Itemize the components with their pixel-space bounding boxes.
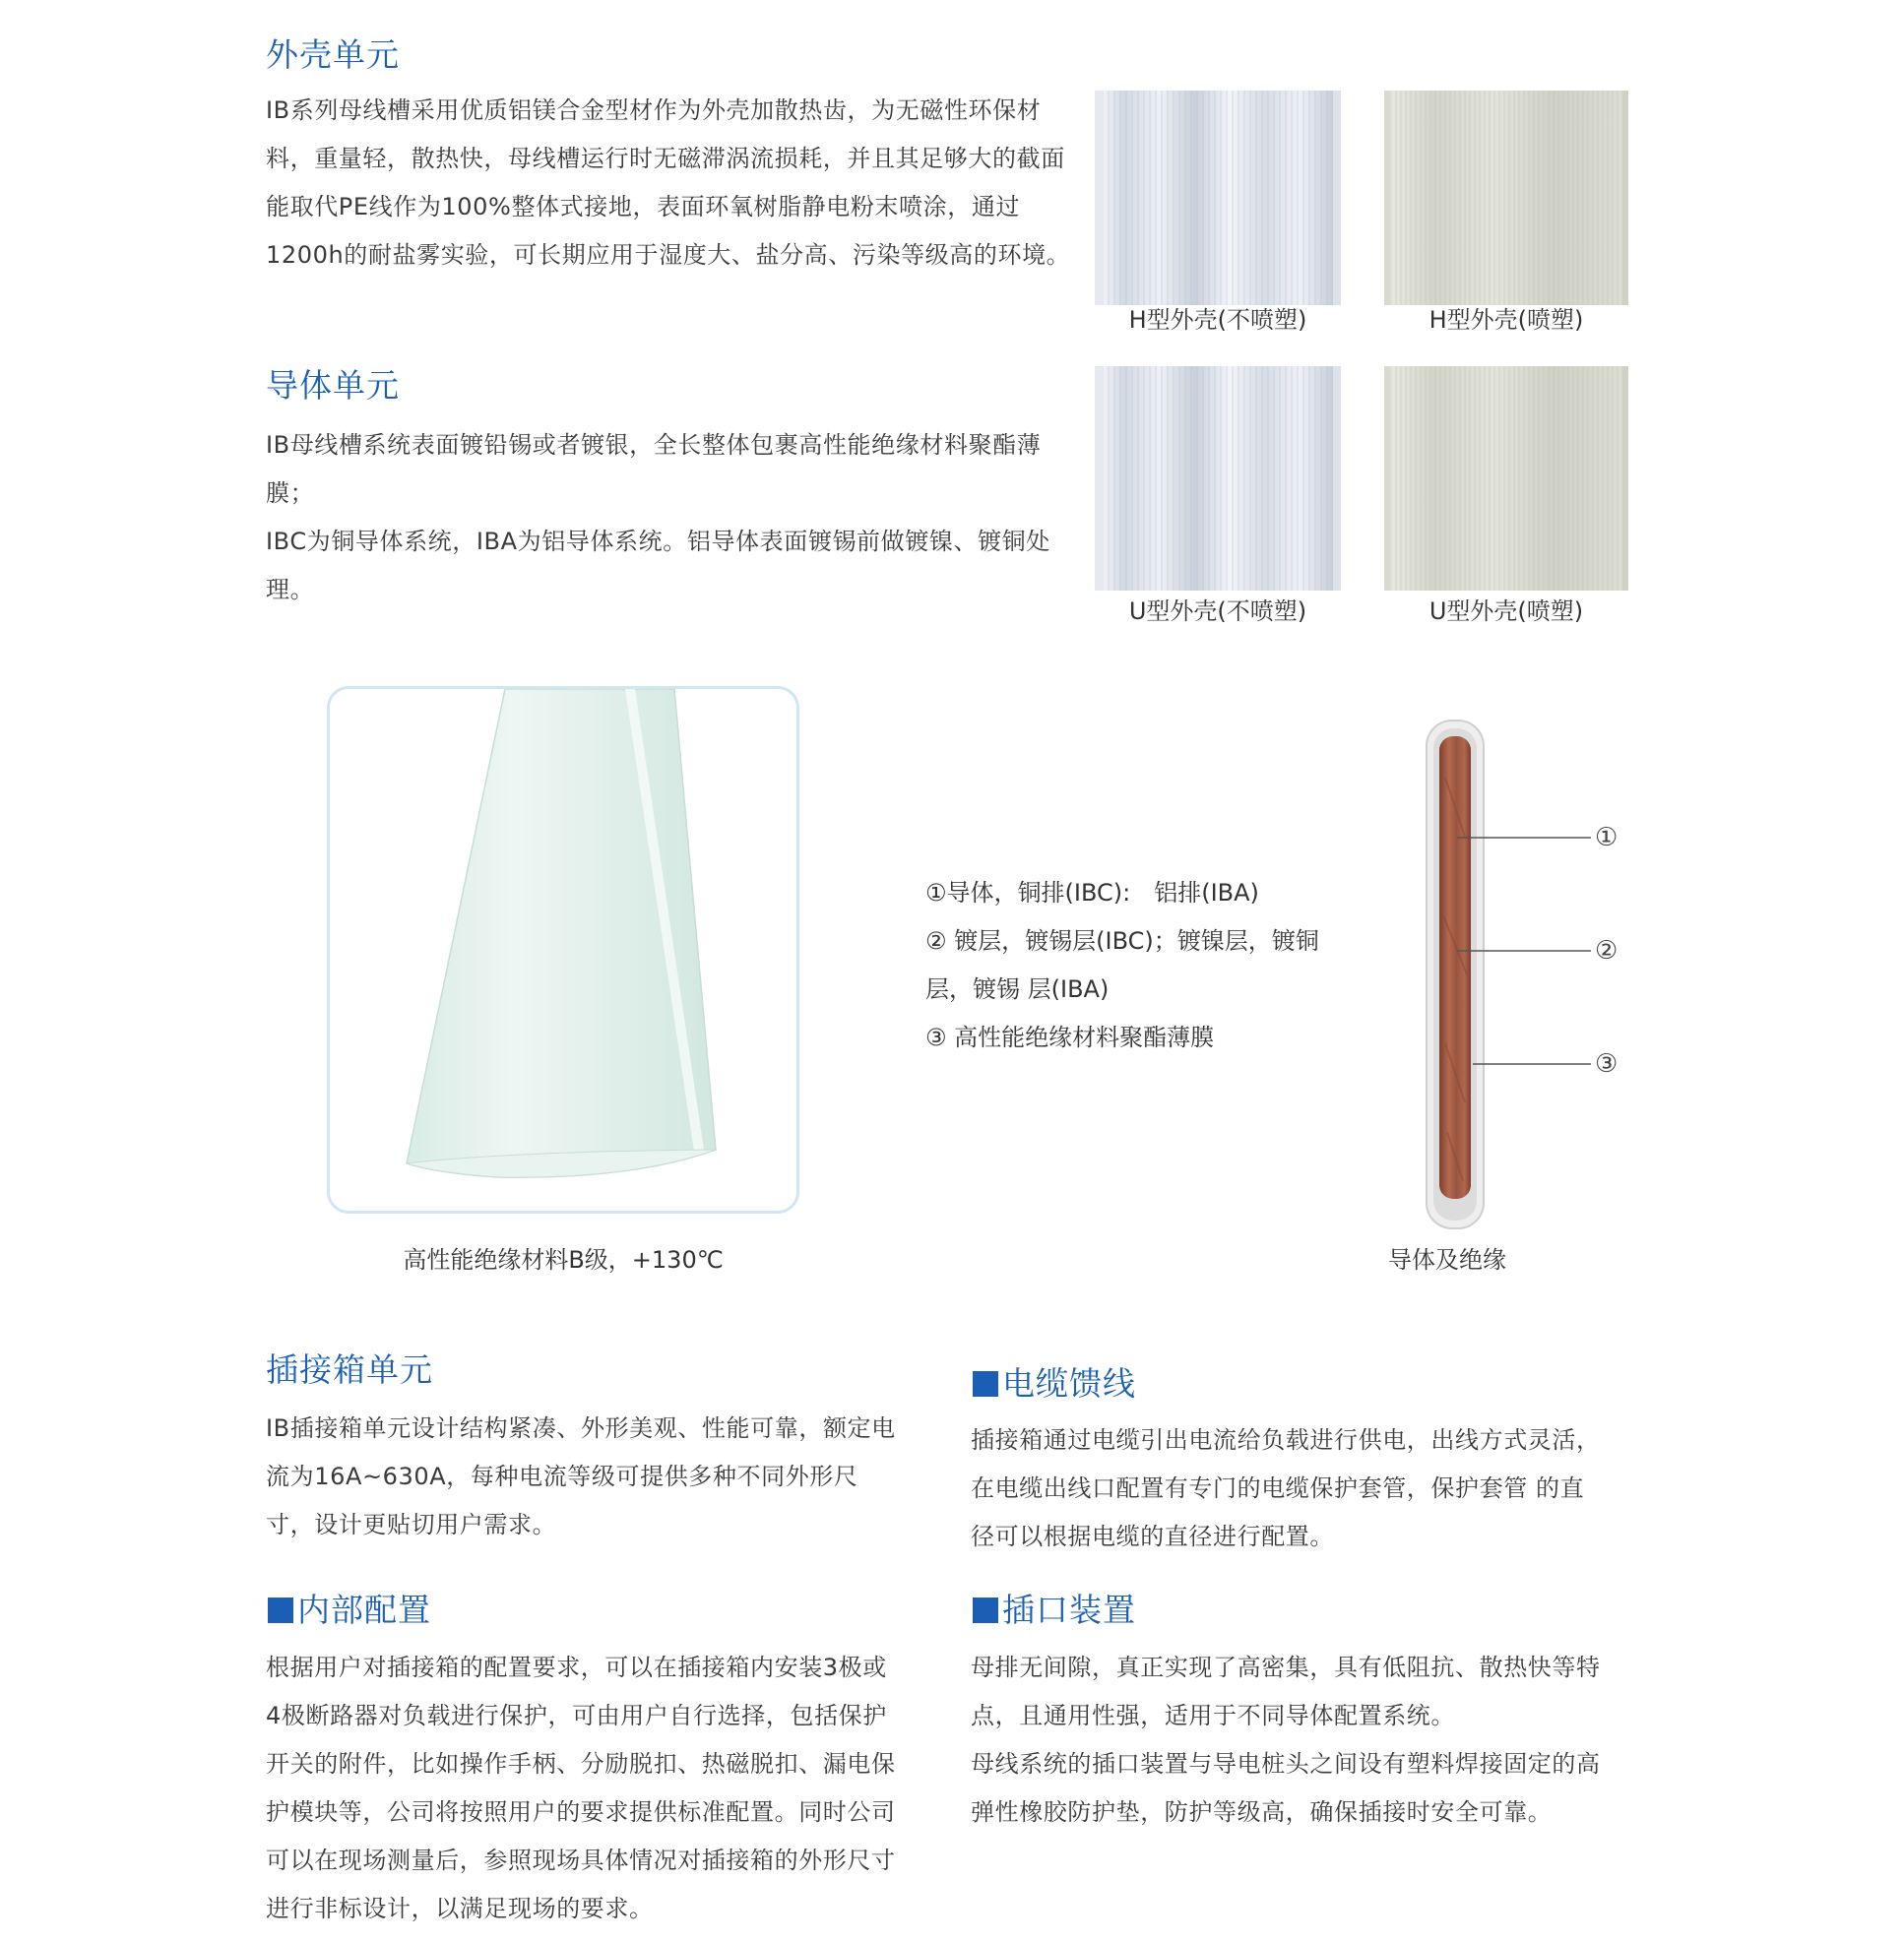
conductor-section-title: 导体单元 <box>266 366 400 405</box>
plug-line-1: 母排无间隙，真正实现了高密集，具有低阻抗、散热快等特点，且通用性强，适用于不同导体配置系统。 <box>971 1654 1601 1729</box>
cable-section-heading <box>973 1364 1136 1404</box>
insulation-sleeve-frame <box>327 686 799 1214</box>
h-shell-unpainted-caption: H型外壳(不喷塑) <box>1128 306 1307 334</box>
u-shell-painted-caption: U型外壳(喷塑) <box>1428 597 1584 625</box>
legend-item-2: ② 镀层，镀锡层(IBC)；镀镍层，镀铜层，镀锡 层(IBA) <box>925 927 1319 1003</box>
plug-line-2: 母线系统的插口装置与导电桩头之间设有塑料焊接固定的高弹性橡胶防护垫，防护等级高，确保插接时安全可靠。 <box>971 1750 1601 1826</box>
u-shell-painted-image <box>1384 366 1628 591</box>
cross-section-caption: 导体及绝缘 <box>1388 1246 1506 1274</box>
shell-section-paragraph: IB系列母线槽采用优质铝镁合金型材作为外壳加散热齿，为无磁性环保材料，重量轻，散热快，母线槽运行时无磁滞涡流损耗，并且其足够大的截面能取代PE线作为100%整体式接地，表面环氧树脂静电粉末喷涂，通过1200h的耐盐雾实验，可长期应用于湿度大、盐分高、污染等级高的环境。 <box>266 96 1071 269</box>
insulation-sleeve-image <box>330 689 796 1211</box>
internal-section-heading <box>268 1591 431 1630</box>
conductor-bar-image <box>1418 719 1654 1230</box>
internal-section-title: 内部配置 <box>297 1591 431 1629</box>
marker-3: ③ <box>1595 1049 1618 1079</box>
square-bullet-icon <box>973 1598 998 1623</box>
cross-section-legend <box>925 869 1359 1062</box>
h-shell-painted-caption: H型外壳(喷塑) <box>1428 306 1584 334</box>
marker-2: ② <box>1595 936 1618 966</box>
conductor-line-1: IB母线槽系统表面镀铅锡或者镀银，全长整体包裹高性能绝缘材料聚酯薄膜； <box>266 431 1042 507</box>
conductor-section-body <box>266 421 1075 614</box>
plugbox-section-title: 插接箱单元 <box>266 1350 433 1389</box>
legend-item-3: ③ 高性能绝缘材料聚酯薄膜 <box>925 1024 1215 1051</box>
shell-section-title: 外壳单元 <box>266 35 400 74</box>
plug-section-body <box>971 1644 1606 1837</box>
u-shell-unpainted-caption: U型外壳(不喷塑) <box>1128 597 1307 625</box>
internal-section-paragraph: 根据用户对插接箱的配置要求，可以在插接箱内安装3极或4极断路器对负载进行保护，可由用户自行选择，包括保护开关的附件，比如操作手柄、分励脱扣、热磁脱扣、漏电保护模块等，公司将按照用户的要求提供标准配置。同时公司可以在现场测量后，参照现场具体情况对插接箱的外形尺寸进行非标设计，以满足现场的要求。 <box>266 1654 896 1922</box>
plug-section-title: 插口装置 <box>1002 1591 1136 1629</box>
h-shell-unpainted-image <box>1095 91 1341 305</box>
cable-section-paragraph: 插接箱通过电缆引出电流给负载进行供电，出线方式灵活，在电缆出线口配置有专门的电缆保护套管，保护套管 的直径可以根据电缆的直径进行配置。 <box>971 1426 1601 1550</box>
marker-1: ① <box>1595 823 1618 852</box>
h-shell-painted-image <box>1384 91 1628 305</box>
square-bullet-icon <box>973 1371 998 1397</box>
u-shell-unpainted-image <box>1095 366 1341 591</box>
cable-section-title: 电缆馈线 <box>1002 1364 1136 1403</box>
square-bullet-icon <box>268 1598 293 1623</box>
plug-section-heading <box>973 1591 1136 1630</box>
legend-item-1: ①导体，铜排(IBC): 铝排(IBA) <box>925 879 1259 907</box>
conductor-line-2: IBC为铜导体系统，IBA为铝导体系统。铝导体表面镀锡前做镀镍、镀铜处理。 <box>266 528 1050 603</box>
plugbox-section-paragraph: IB插接箱单元设计结构紧凑、外形美观、性能可靠，额定电流为16A~630A，每种电流等级可提供多种不同外形尺 寸，设计更贴切用户需求。 <box>266 1414 896 1538</box>
insulation-sleeve-caption: 高性能绝缘材料B级，+130℃ <box>403 1246 724 1274</box>
